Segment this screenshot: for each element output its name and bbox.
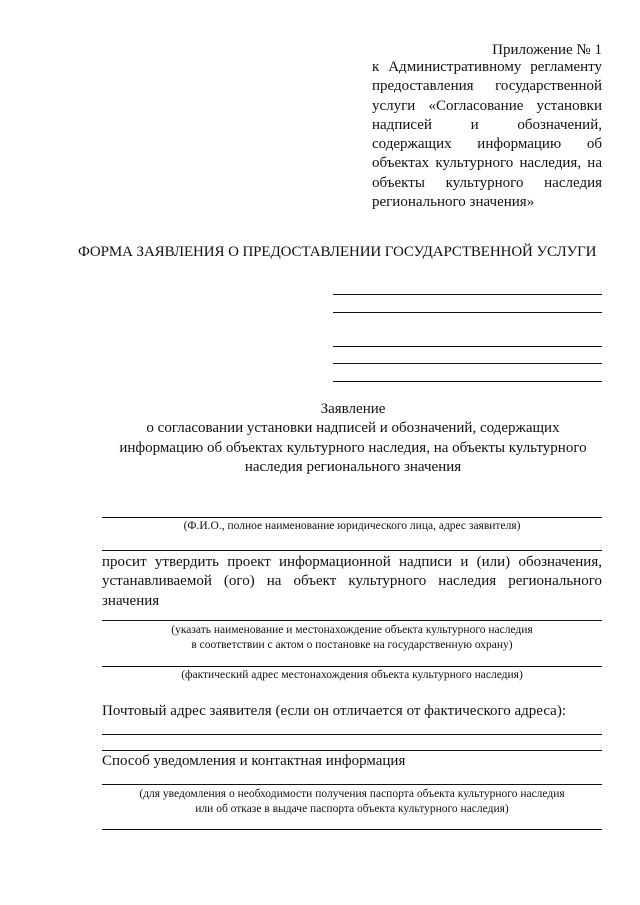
statement-heading: Заявление <box>320 401 386 417</box>
annex-title: Приложение № 1 <box>492 42 602 58</box>
request-text <box>102 553 602 611</box>
form-title: ФОРМА ЗАЯВЛЕНИЯ О ПРЕДОСТАВЛЕНИИ ГОСУДАРСТВЕННОЙ УСЛУГИ <box>78 244 597 260</box>
annex-line: услуги «Согласование установки <box>372 97 602 114</box>
annex-reference <box>372 58 602 212</box>
annex-line: объекты культурного наследия <box>372 174 602 191</box>
statement-line: о согласовании установки надписей и обозначений, содержащих <box>146 420 560 437</box>
annex-line: надписей и обозначений, <box>372 116 602 133</box>
applicant-field[interactable] <box>102 517 602 518</box>
notify-label: Способ уведомления и контактная информация <box>102 753 406 769</box>
address-caption: (фактический адрес местонахождения объекта культурного наследия) <box>181 669 523 681</box>
request-line: просит утвердить проект информационной надписи и (или) обозначения, <box>102 554 602 570</box>
annex-line: содержащих информацию об <box>372 136 602 153</box>
annex-line: регионального значения» <box>372 194 535 211</box>
addressee-line[interactable] <box>333 346 602 347</box>
notify-field-2[interactable] <box>102 829 602 830</box>
notify-caption <box>102 787 602 817</box>
object-caption-line: (указать наименование и местонахождение объекта культурного наследия <box>171 624 533 636</box>
addressee-line[interactable] <box>333 363 602 364</box>
notify-caption-line: (для уведомления о необходимости получения паспорта объекта культурного наследия <box>139 788 565 800</box>
notify-field[interactable] <box>102 784 602 785</box>
addressee-line[interactable] <box>333 294 602 295</box>
applicant-caption: (Ф.И.О., полное наименование юридического лица, адрес заявителя) <box>183 520 521 532</box>
notify-caption-line: или об отказе в выдаче паспорта объекта культурного наследия) <box>195 803 509 815</box>
request-line: значения <box>102 592 160 609</box>
annex-line: к Административному регламенту <box>372 59 602 75</box>
object-caption-line: в соответствии с актом о постановке на государственную охрану) <box>191 639 513 651</box>
annex-line: объектах культурного наследия, на <box>372 155 602 172</box>
postal-field[interactable] <box>102 734 602 735</box>
annex-line: предоставления государственной <box>372 78 602 95</box>
object-caption <box>102 623 602 653</box>
addressee-line[interactable] <box>333 381 602 382</box>
applicant-field-2[interactable] <box>102 550 602 551</box>
statement-block <box>100 400 606 477</box>
postal-field-2[interactable] <box>102 750 602 751</box>
address-field[interactable] <box>102 666 602 667</box>
statement-line: информацию об объектах культурного наследия, на объекты культурного <box>119 439 587 456</box>
statement-line: наследия регионального значения <box>244 458 462 475</box>
object-field[interactable] <box>102 620 602 621</box>
postal-label: Почтовый адрес заявителя (если он отличается от фактического адреса): <box>102 703 567 719</box>
addressee-line[interactable] <box>333 312 602 313</box>
request-line: устанавливаемой (ого) на объект культурного наследия регионального <box>102 573 602 590</box>
